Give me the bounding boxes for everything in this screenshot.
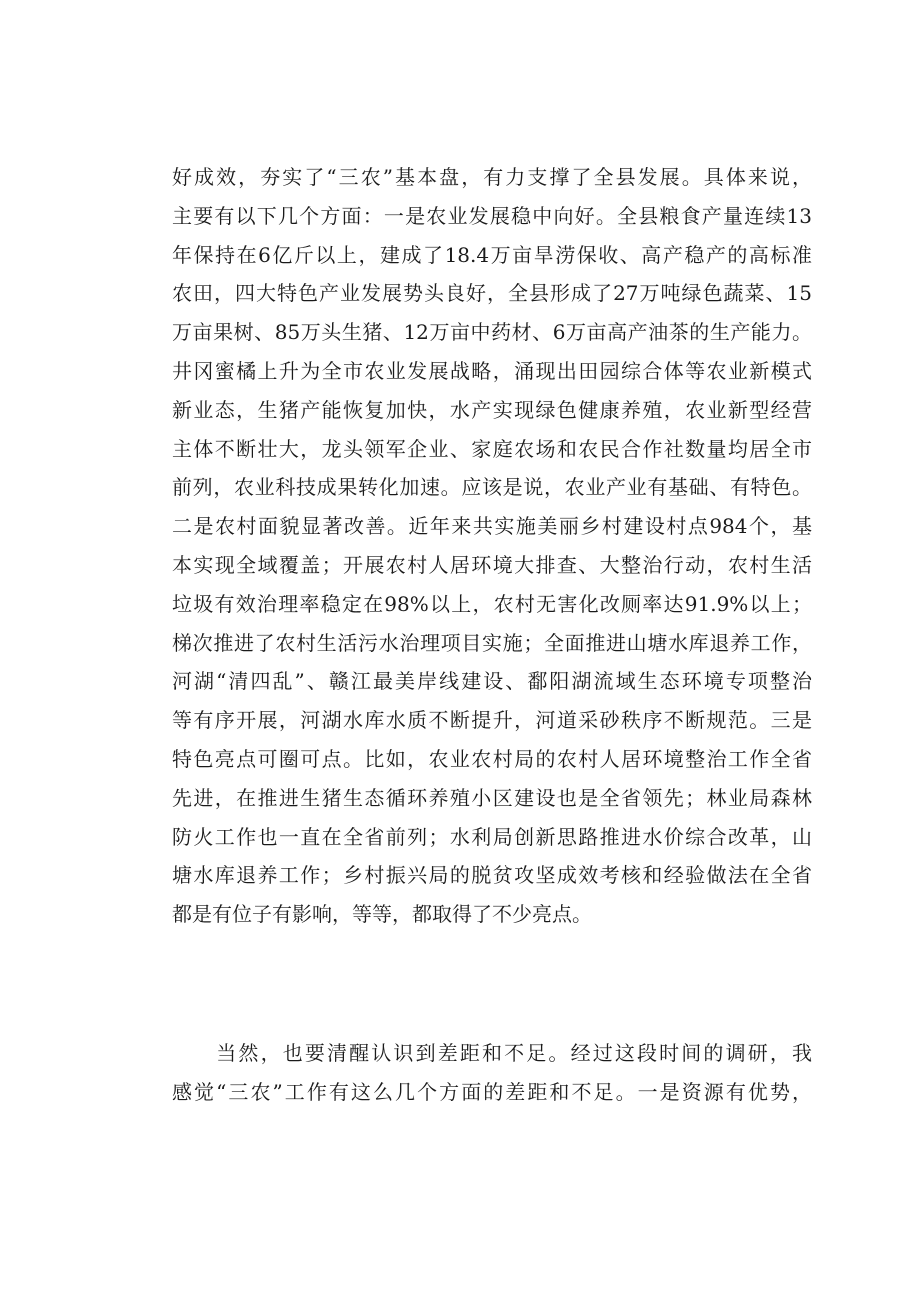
- text-line: 垃圾有效治理率稳定在98%以上，农村无害化改厕率达91.9%以上；: [172, 591, 812, 616]
- text-line: 塘水库退养工作；乡村振兴局的脱贫攻坚成效考核和经验做法在全省: [172, 863, 812, 888]
- text-line: 特色亮点可圈可点。比如，农业农村局的农村人居环境整治工作全省: [172, 746, 812, 771]
- text-line: 新业态，生猪产能恢复加快，水产实现绿色健康养殖，农业新型经营: [172, 397, 812, 422]
- text-line: 感觉“三农”工作有这么几个方面的差距和不足。一是资源有优势，: [172, 1079, 812, 1104]
- text-line: 年保持在6亿斤以上，建成了18.4万亩旱涝保收、高产稳产的高标准: [172, 242, 812, 267]
- text-line: 二是农村面貌显著改善。近年来共实施美丽乡村建设村点984个，基: [172, 514, 812, 539]
- text-line: 都是有位子有影响，等等，都取得了不少亮点。: [172, 902, 592, 927]
- text-line: 本实现全域覆盖；开展农村人居环境大排查、大整治行动，农村生活: [172, 552, 812, 577]
- paragraph-agriculture-achievements: [172, 158, 812, 934]
- text-line: 防火工作也一直在全省前列；水利局创新思路推进水价综合改革，山: [172, 824, 812, 849]
- text-line: 梯次推进了农村生活污水治理项目实施；全面推进山塘水库退养工作，: [172, 630, 812, 655]
- text-line: 当然，也要清醒认识到差距和不足。经过这段时间的调研，我: [172, 1041, 812, 1065]
- text-line: 河湖“清四乱”、赣江最美岸线建设、鄱阳湖流域生态环境专项整治: [172, 669, 812, 694]
- paragraph-gaps-and-shortcomings: [172, 1034, 812, 1112]
- text-line: 前列，农业科技成果转化加速。应该是说，农业产业有基础、有特色。: [172, 475, 812, 500]
- text-line: 农田，四大特色产业发展势头良好，全县形成了27万吨绿色蔬菜、15: [172, 281, 812, 306]
- text-line: 等有序开展，河湖水库水质不断提升，河道采砂秩序不断规范。三是: [172, 708, 812, 733]
- text-line: 先进，在推进生猪生态循环养殖小区建设也是全省领先；林业局森林: [172, 785, 812, 810]
- text-line: 井冈蜜橘上升为全市农业发展战略，涌现出田园综合体等农业新模式: [172, 358, 812, 383]
- text-line: 万亩果树、85万头生猪、12万亩中药材、6万亩高产油茶的生产能力。: [172, 320, 812, 345]
- text-line: 主要有以下几个方面：一是农业发展稳中向好。全县粮食产量连续13: [172, 203, 812, 228]
- text-line: 好成效，夯实了“三农”基本盘，有力支撑了全县发展。具体来说，: [172, 165, 812, 189]
- text-line: 主体不断壮大，龙头领军企业、家庭农场和农民合作社数量均居全市: [172, 436, 812, 461]
